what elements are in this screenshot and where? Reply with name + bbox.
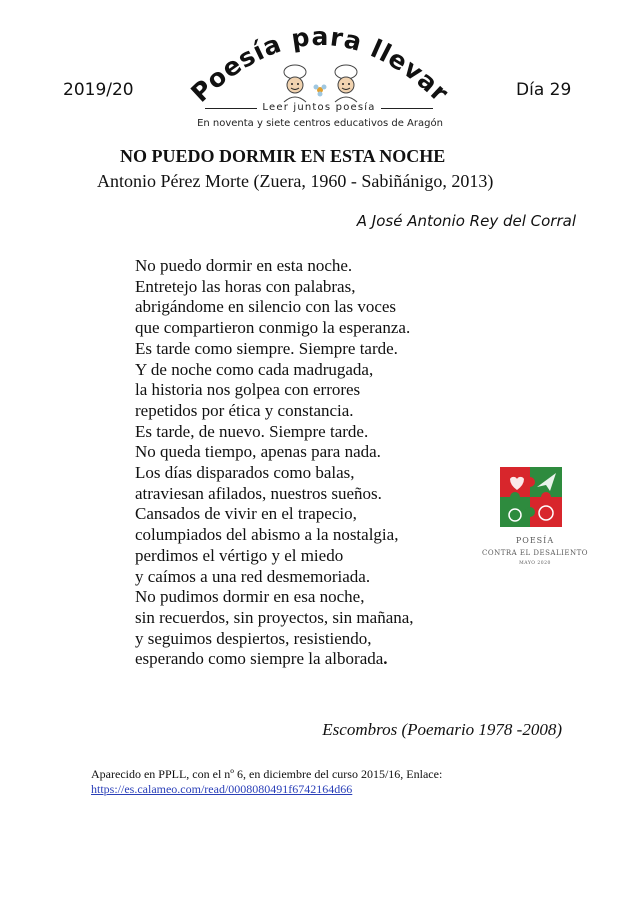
verse bbox=[135, 649, 414, 670]
publication-note: Aparecido en PPLL, con el nº 6, en diciembre del curso 2015/16, Enlace: bbox=[91, 767, 443, 781]
school-year: 2019/20 bbox=[63, 80, 134, 100]
verse: columpiados del abismo a la nostalgia, bbox=[135, 525, 399, 545]
poem-title: NO PUEDO DORMIR EN ESTA NOCHE bbox=[120, 146, 446, 166]
badge-line3: MAYO 2020 bbox=[519, 561, 551, 566]
verse: Es tarde, de nuevo. Siempre tarde. bbox=[135, 421, 369, 441]
verse: perdimos el vértigo y el miedo bbox=[135, 545, 344, 565]
verse: Cansados de vivir en el trapecio, bbox=[135, 504, 357, 524]
badge-line1: POESÍA bbox=[515, 536, 555, 545]
verse-text: esperando como siempre la alborada bbox=[135, 649, 384, 669]
slogan-text: Leer juntos poesía bbox=[262, 102, 376, 113]
poesia-contra-el-desaliento-badge bbox=[480, 465, 590, 575]
verse: atraviesan afilados, nuestros sueños. bbox=[135, 483, 382, 503]
puzzle-icon bbox=[500, 467, 562, 527]
verse: Y de noche como cada madrugada, bbox=[135, 359, 374, 379]
day-number: Día 29 bbox=[516, 80, 572, 100]
verse: Es tarde como siempre. Siempre tarde. bbox=[135, 338, 398, 358]
verse: y seguimos despiertos, resistiendo, bbox=[135, 628, 372, 648]
verse: y caímos a una red desmemoriada. bbox=[135, 566, 371, 586]
logo-text: Poesía para llevar bbox=[185, 21, 455, 108]
slogan bbox=[205, 102, 433, 118]
flower-icon bbox=[314, 85, 327, 97]
verse: sin recuerdos, sin proyectos, sin mañana, bbox=[135, 607, 414, 627]
poem-dedication: A José Antonio Rey del Corral bbox=[356, 212, 576, 230]
chef-right-icon bbox=[335, 65, 357, 102]
verse: Entretejo las horas con palabras, bbox=[135, 276, 356, 296]
calameo-link[interactable]: https://es.calameo.com/read/0008080491f6742164d66 bbox=[91, 782, 353, 796]
verse: repetidos por ética y constancia. bbox=[135, 400, 354, 420]
verse: abrigándome en silencio con las voces bbox=[135, 297, 397, 317]
header-subtitle: En noventa y siete centros educativos de Aragón bbox=[197, 118, 443, 129]
verse: la historia nos golpea con errores bbox=[135, 380, 361, 400]
chef-left-icon bbox=[284, 65, 306, 102]
poem-body bbox=[135, 256, 414, 670]
verse: No queda tiempo, apenas para nada. bbox=[135, 442, 381, 462]
verse: que compartieron conmigo la esperanza. bbox=[135, 318, 411, 338]
verse: No puedo dormir en esta noche. bbox=[135, 256, 353, 275]
verse: No pudimos dormir en esa noche, bbox=[135, 587, 365, 607]
verse: Los días disparados como balas, bbox=[135, 463, 355, 483]
poem-author: Antonio Pérez Morte (Zuera, 1960 - Sabiñánigo, 2013) bbox=[97, 171, 494, 191]
final-period: . bbox=[383, 649, 388, 669]
badge-line2: CONTRA EL DESALIENTO bbox=[481, 549, 589, 557]
poem-source: Escombros (Poemario 1978 -2008) bbox=[322, 720, 562, 739]
